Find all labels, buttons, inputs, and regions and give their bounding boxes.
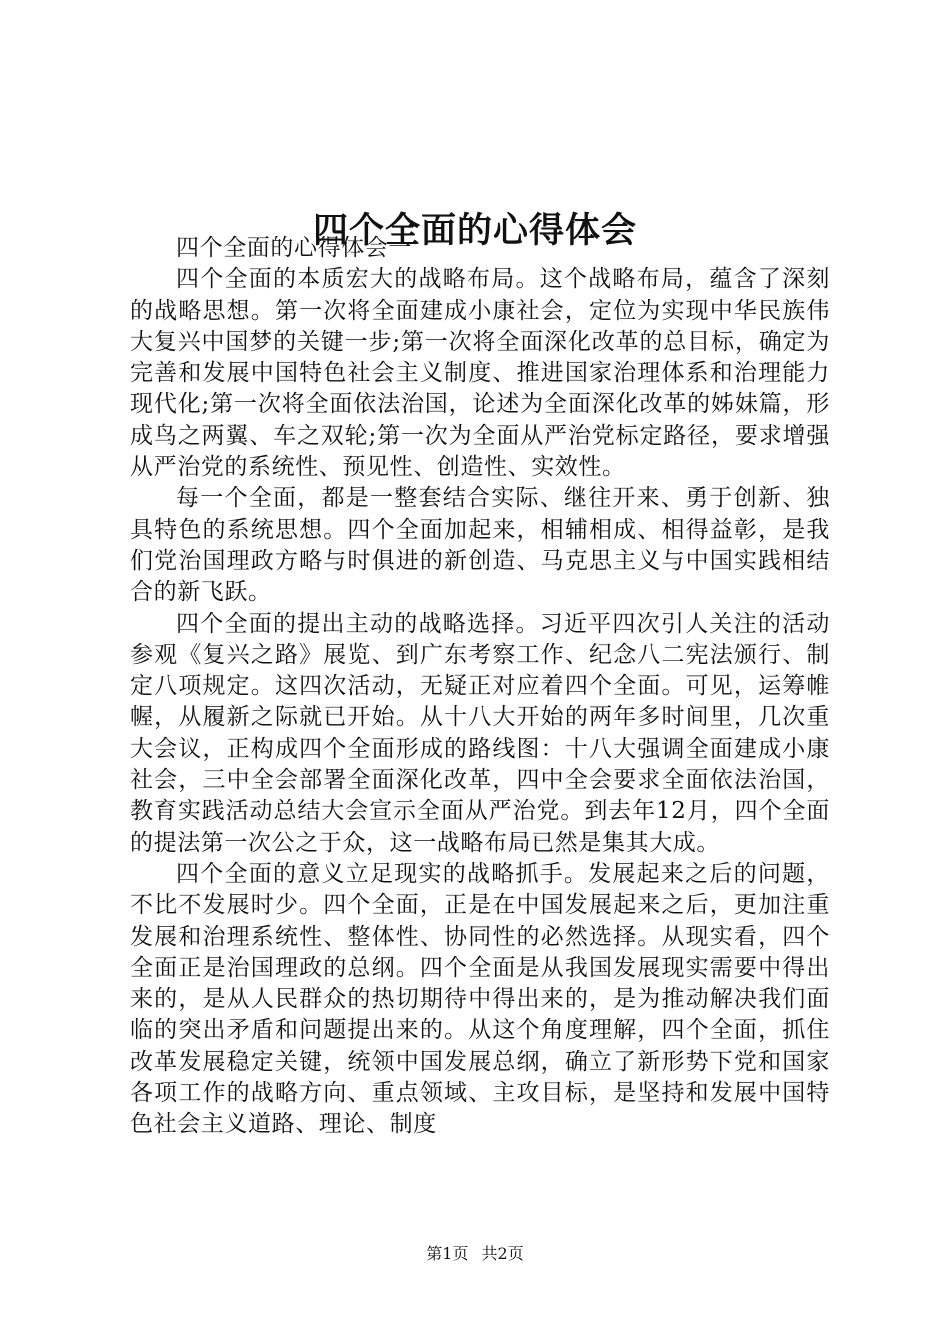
paragraph: 四个全面的本质宏大的战略布局。这个战略布局，蕴含了深刻的战略思想。第一次将全面建成小康社会，定位为实现中华民族伟大复兴中国梦的关键一步;第一次将全面深化改革的总目标，确定为完善和发展中国特色社会主义制度、推进国家治理体系和治理能力现代化;第一次将全面依法治国，论述为全面深化改革的姊妹篇，形成鸟之两翼、车之双轮;第一次为全面从严治党标定路径，要求增强从严治党的系统性、预见性、创造性、实效性。: [130, 266, 830, 481]
page-total: 共2页: [481, 1244, 524, 1263]
paragraph: 每一个全面，都是一整套结合实际、继往开来、勇于创新、独具特色的系统思想。四个全面加起来，相辅相成、相得益彰，是我们党治国理政方略与时俱进的新创造、马克思主义与中国实践相结合的新飞跃。: [130, 485, 830, 606]
paragraph: 四个全面的提出主动的战略选择。习近平四次引人关注的活动参观《复兴之路》展览、到广东考察工作、纪念八二宪法颁行、制定八项规定。这四次活动，无疑正对应着四个全面。可见，运筹帷幄，从履新之际就已开始。从十八大开始的两年多时间里，几次重大会议，正构成四个全面形成的路线图：十八大强调全面建成小康社会，三中全会部署全面深化改革，四中全会要求全面依法治国，教育实践活动总结大会宣示全面从严治党。到去年12月，四个全面的提法第一次公之于众，这一战略布局已然是集其大成。: [130, 610, 830, 856]
paragraph-subtitle: 四个全面的心得体会一: [176, 235, 412, 261]
document-title: 四个全面的心得体会: [312, 210, 637, 252]
paragraph: 四个全面的意义立足现实的战略抓手。发展起来之后的问题，不比不发展时少。四个全面，正是在中国发展起来之后，更加注重发展和治理系统性、整体性、协同性的必然选择。从现实看，四个全面正是治国理政的总纲。四个全面是从我国发展现实需要中得出来的，是从人民群众的热切期待中得出来的，是为推动解决我们面临的突出矛盾和问题提出来的。从这个角度理解，四个全面，抓住改革发展稳定关键，统领中国发展总纲，确立了新形势下党和国家各项工作的战略方向、重点领域、主攻目标，是坚持和发展中国特色社会主义道路、理论、制度: [130, 860, 830, 1138]
document-body: [130, 233, 830, 1141]
page-number: 第1页: [426, 1244, 469, 1263]
page-footer: [0, 1243, 950, 1265]
